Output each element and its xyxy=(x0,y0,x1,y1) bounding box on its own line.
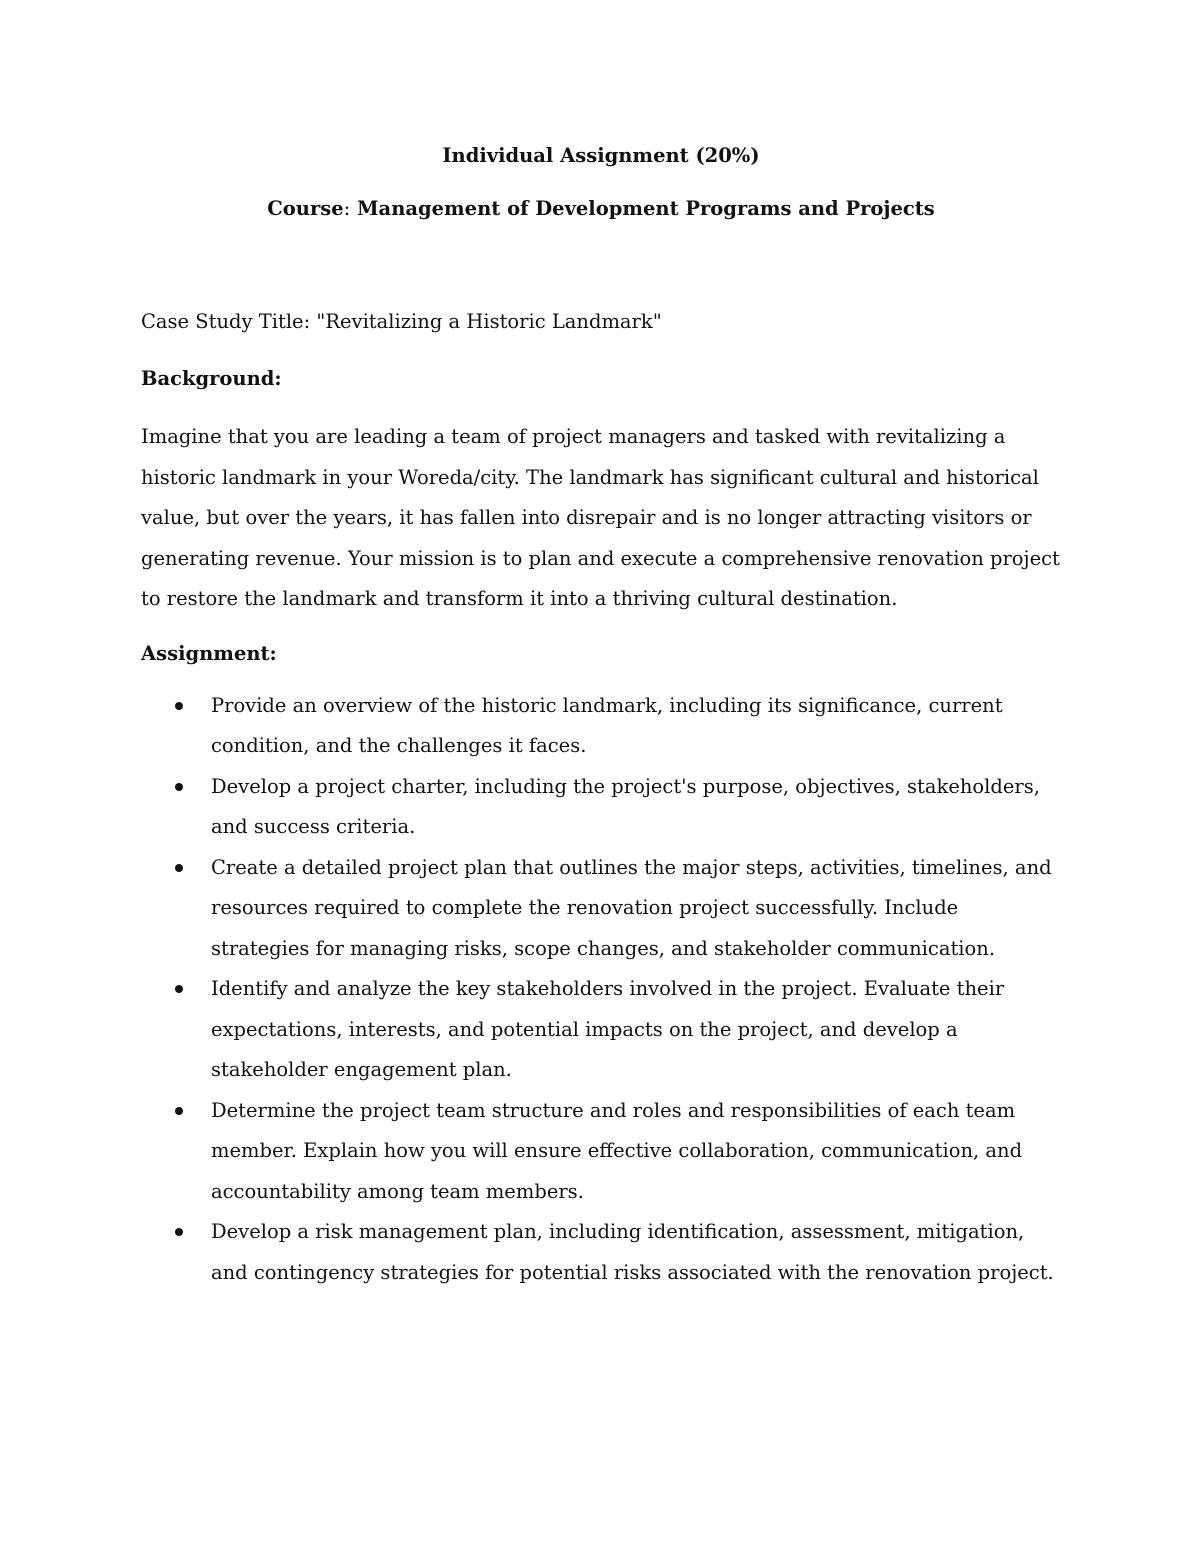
case-study-title: Case Study Title: "Revitalizing a Historic Landmark" xyxy=(141,310,662,333)
course-separator: : xyxy=(343,197,351,220)
assignment-item-text: Identify and analyze the key stakeholders involved in the project. Evaluate their expectations, interests, and potential impacts on the project, and develop a stakeholder engagement plan. xyxy=(211,977,1005,1081)
bullet-icon xyxy=(175,1228,183,1236)
bullet-icon xyxy=(175,985,183,993)
assignment-item xyxy=(141,1091,1061,1213)
assignment-item xyxy=(141,1212,1061,1293)
background-paragraph: Imagine that you are leading a team of project managers and tasked with revitalizing a historic landmark in your Woreda/city. The landmark has significant cultural and historical value, but over the years, it has fallen into disrepair and is no longer attracting visitors or generating revenue. Your mission is to plan and execute a comprehensive renovation project to restore the landmark and transform it into a thriving cultural destination. xyxy=(141,425,1060,610)
bullet-icon xyxy=(175,783,183,791)
course-line xyxy=(141,191,1061,227)
assignment-item xyxy=(141,686,1061,767)
course-label: Course xyxy=(267,197,344,220)
assignment-list xyxy=(141,686,1061,1294)
assignment-item-text: Provide an overview of the historic landmark, including its significance, current condition, and the challenges it faces. xyxy=(211,693,1003,757)
document-content xyxy=(141,138,1061,1293)
bullet-icon xyxy=(175,1107,183,1115)
assignment-heading: Assignment: xyxy=(141,641,277,665)
bullet-icon xyxy=(175,702,183,710)
background-heading: Background: xyxy=(141,367,282,390)
assignment-item xyxy=(141,848,1061,970)
assignment-item xyxy=(141,969,1061,1091)
document-title: Individual Assignment (20%) xyxy=(442,144,760,167)
bullet-icon xyxy=(175,864,183,872)
assignment-item-text: Develop a project charter, including the project's purpose, objectives, stakeholders, and success criteria. xyxy=(211,774,1040,838)
assignment-item-text: Determine the project team structure and roles and responsibilities of each team member. Explain how you will ensure effective collaboration, communication, and accountability among team members. xyxy=(211,1098,1023,1203)
assignment-item xyxy=(141,767,1061,848)
assignment-item-text: Create a detailed project plan that outlines the major steps, activities, timelines, and resources required to complete the renovation project successfully. Include strategies for managing risks, scope changes, and stakeholder communication. xyxy=(211,855,1052,960)
course-name: Management of Development Programs and Projects xyxy=(350,197,935,220)
assignment-item-text: Develop a risk management plan, including identification, assessment, mitigation, and contingency strategies for potential risks associated with the renovation project. xyxy=(211,1220,1054,1284)
